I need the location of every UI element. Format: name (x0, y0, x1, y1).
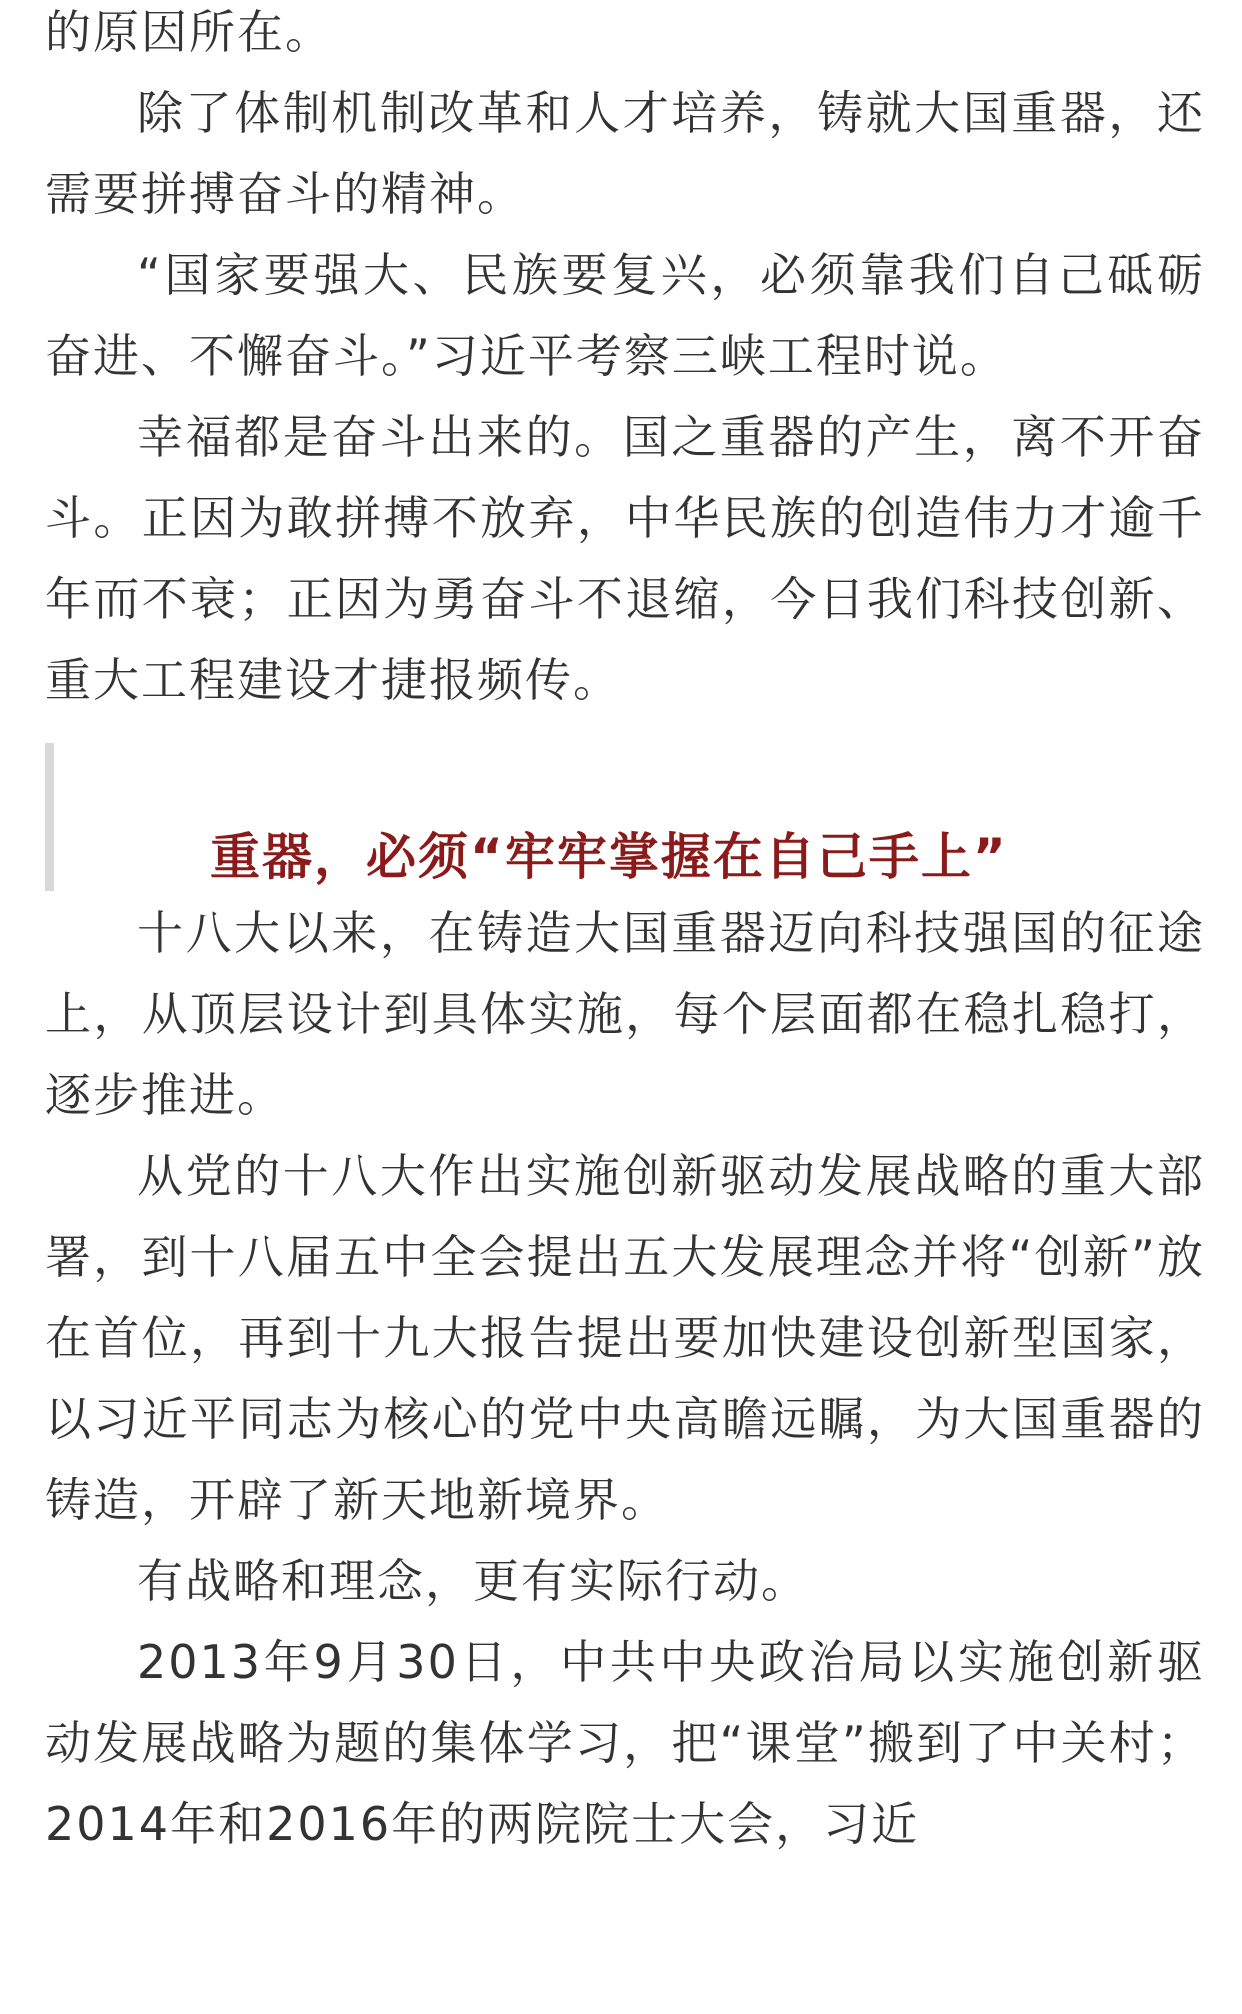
section-heading-block (45, 743, 1205, 891)
article-paragraph: 2013年9月30日，中共中央政治局以实施创新驱动发展战略为题的集体学习，把“课堂”搬到了中关村；2014年和2016年的两院院士大会，习近 (45, 1635, 1205, 1851)
article-paragraph: 十八大以来，在铸造大国重器迈向科技强国的征途上，从顶层设计到具体实施，每个层面都在稳扎稳打，逐步推进。 (45, 906, 1205, 1122)
article-paragraph: 从党的十八大作出实施创新驱动发展战略的重大部署，到十八届五中全会提出五大发展理念并将“创新”放在首位，再到十九大报告提出要加快建设创新型国家，以习近平同志为核心的党中央高瞻远瞩，为大国重器的铸造，开辟了新天地新境界。 (45, 1149, 1205, 1527)
article-paragraph: 除了体制机制改革和人才培养，铸就大国重器，还需要拼搏奋斗的精神。 (45, 86, 1205, 221)
article-body (45, 0, 1205, 1865)
section-title: 重器，必须“牢牢掌握在自己手上” (210, 828, 1008, 886)
article-paragraph: 有战略和理念，更有实际行动。 (137, 1554, 809, 1608)
article-paragraph: “国家要强大、民族要复兴，必须靠我们自己砥砺奋进、不懈奋斗。”习近平考察三峡工程时说。 (45, 248, 1205, 383)
article-paragraph: 幸福都是奋斗出来的。国之重器的产生，离不开奋斗。正因为敢拼搏不放弃，中华民族的创造伟力才逾千年而不衰；正因为勇奋斗不退缩，今日我们科技创新、重大工程建设才捷报频传。 (45, 410, 1205, 707)
article-paragraph: 的原因所在。 (45, 5, 333, 59)
